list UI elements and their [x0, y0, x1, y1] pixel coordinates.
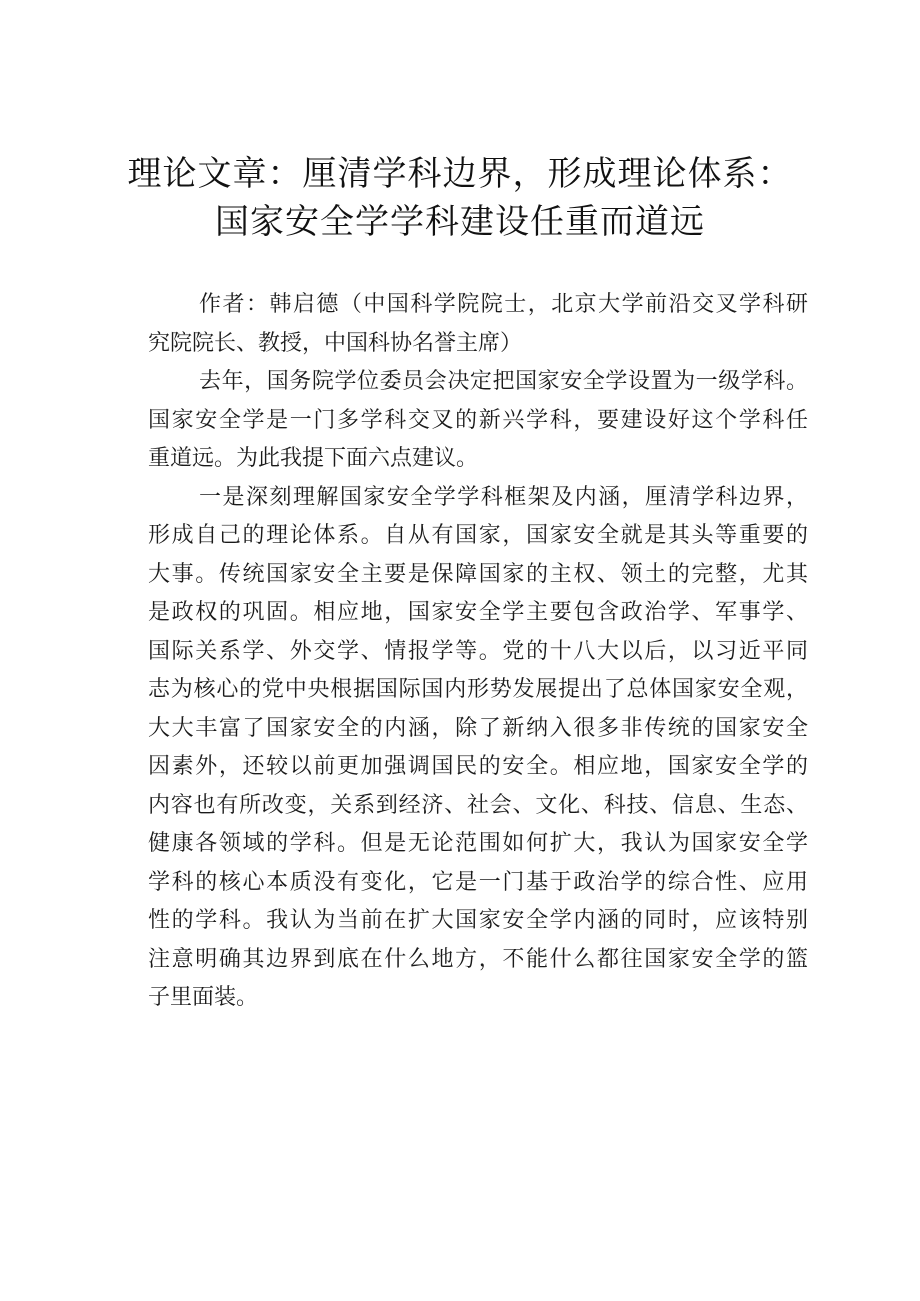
intro-line-1: 去年，国务院学位委员会决定把国家安全学设置为一级学科。	[199, 369, 808, 394]
point-one-line-1: 一是深刻理解国家安全学学科框架及内涵，厘清学科边界，	[199, 484, 808, 510]
point-one-line-8: 因素外，还较以前更加强调国民的安全。相应地，国家安全学的	[148, 754, 808, 779]
title-line-2: 国家安全学学科建设任重而道远	[215, 202, 705, 242]
point-one-line-7: 大大丰富了国家安全的内涵，除了新纳入很多非传统的国家安全	[148, 715, 808, 741]
point-one-line-12: 性的学科。我认为当前在扩大国家安全学内涵的同时，应该特别	[148, 908, 808, 933]
author-line-2: 究院院长、教授，中国科协名誉主席）	[148, 330, 523, 356]
article-body	[148, 286, 808, 1018]
intro-line-2: 国家安全学是一门多学科交叉的新兴学科，要建设好这个学科任	[148, 407, 808, 433]
point-one-line-11: 学科的核心本质没有变化，它是一门基于政治学的综合性、应用	[148, 869, 808, 895]
point-one-line-2: 形成自己的理论体系。自从有国家，国家安全就是其头等重要的	[148, 523, 808, 548]
point-one-line-10: 健康各领域的学科。但是无论范围如何扩大，我认为国家安全学	[148, 831, 808, 856]
intro-line-3: 重道远。为此我提下面六点建议。	[148, 446, 479, 471]
point-one-paragraph	[148, 479, 808, 1018]
point-one-line-3: 大事。传统国家安全主要是保障国家的主权、领土的完整，尤其	[148, 561, 808, 587]
intro-paragraph	[148, 363, 808, 479]
author-line-1: 作者：韩启德（中国科学院院士，北京大学前沿交叉学科研	[199, 292, 808, 317]
point-one-line-14: 子里面装。	[148, 985, 259, 1010]
article-title	[110, 150, 810, 246]
title-line-1: 理论文章：厘清学科边界，形成理论体系：	[127, 154, 793, 194]
point-one-line-4: 是政权的巩固。相应地，国家安全学主要包含政治学、军事学、	[148, 600, 808, 625]
point-one-line-5: 国际关系学、外交学、情报学等。党的十八大以后，以习近平同	[148, 638, 808, 664]
point-one-line-6: 志为核心的党中央根据国际国内形势发展提出了总体国家安全观，	[148, 677, 808, 702]
point-one-line-13: 注意明确其边界到底在什么地方，不能什么都往国家安全学的篮	[148, 946, 808, 972]
point-one-line-9: 内容也有所改变，关系到经济、社会、文化、科技、信息、生态、	[148, 792, 808, 818]
author-paragraph	[148, 286, 808, 363]
